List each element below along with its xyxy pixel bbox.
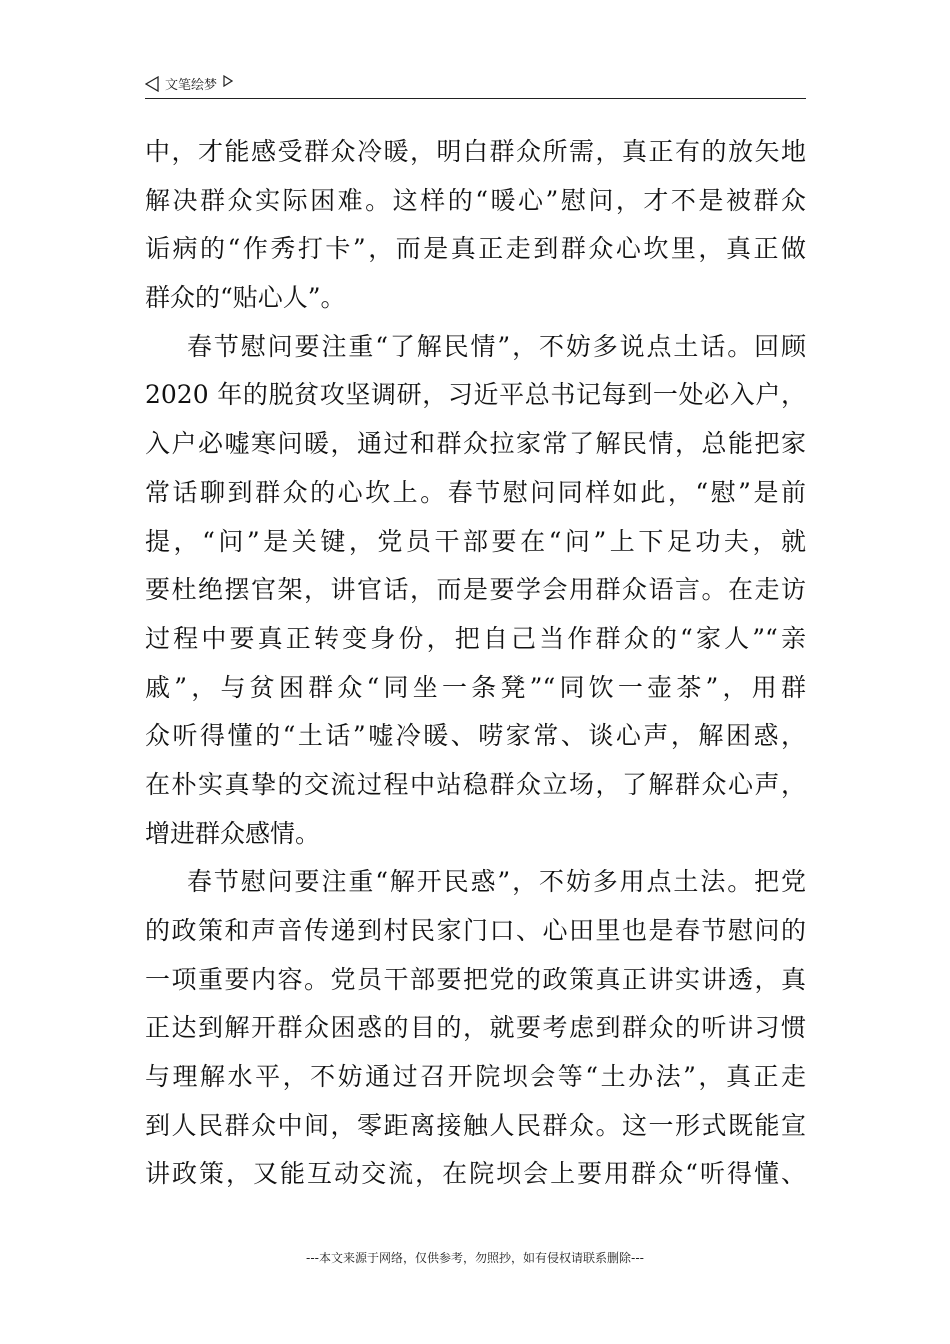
text-line: 到人民群众中间，零距离接触人民群众。这一形式既能宣 [145,1110,806,1140]
text-line: 2020 年的脱贫攻坚调研，习近平总书记每到一处必入户， [145,380,806,410]
triangle-left-icon [145,76,159,92]
text-line: 众听得懂的“土话”嘘冷暖、唠家常、谈心声，解困惑， [145,721,806,751]
text-line: 在朴实真挚的交流过程中站稳群众立场，了解群众心声， [145,769,806,799]
text-line: 入户必嘘寒问暖，通过和群众拉家常了解民情，总能把家 [145,429,806,459]
paragraph-start-line: 春节慰问要注重“了解民情”，不妨多说点土话。回顾 [187,331,806,361]
brand-name: 文笔绘梦 [165,78,218,93]
text-line: 群众的“贴心人”。 [145,283,346,313]
text-line: 过程中要真正转变身份，把自己当作群众的“家人”“亲 [145,623,806,653]
header-brand [145,74,233,93]
text-line: 戚”，与贫困群众“同坐一条凳”“同饮一壶茶”，用群 [145,672,806,702]
text-line: 正达到解开群众困惑的目的，就要考虑到群众的听讲习惯 [145,1013,806,1043]
text-line: 诟病的“作秀打卡”，而是真正走到群众心坎里，真正做 [145,234,806,264]
paragraph-start-line: 春节慰问要注重“解开民惑”，不妨多用点土法。把党 [187,867,806,897]
text-line: 增进群众感情。 [145,818,321,848]
text-line: 与理解水平，不妨通过召开院坝会等“土办法”，真正走 [145,1062,806,1092]
footer-disclaimer: ---本文来源于网络，仅供参考，勿照抄，如有侵权请联系删除--- [306,1251,644,1265]
text-line: 要杜绝摆官架，讲官话，而是要学会用群众语言。在走访 [145,575,806,605]
document-body [145,128,806,1199]
text-line: 讲政策，又能互动交流，在院坝会上要用群众“听得懂、 [145,1159,806,1189]
triangle-right-icon [223,75,233,87]
text-line: 一项重要内容。党员干部要把党的政策真正讲实讲透，真 [145,964,806,994]
text-line: 提，“问”是关键，党员干部要在“问”上下足功夫，就 [145,526,806,556]
text-line: 常话聊到群众的心坎上。春节慰问同样如此，“慰”是前 [145,477,806,507]
text-line: 的政策和声音传递到村民家门口、心田里也是春节慰问的 [145,916,806,945]
page-header [145,72,806,99]
text-line: 中，才能感受群众冷暖，明白群众所需，真正有的放矢地 [145,137,806,166]
text-line: 解决群众实际困难。这样的“暖心”慰问，才不是被群众 [145,185,806,215]
